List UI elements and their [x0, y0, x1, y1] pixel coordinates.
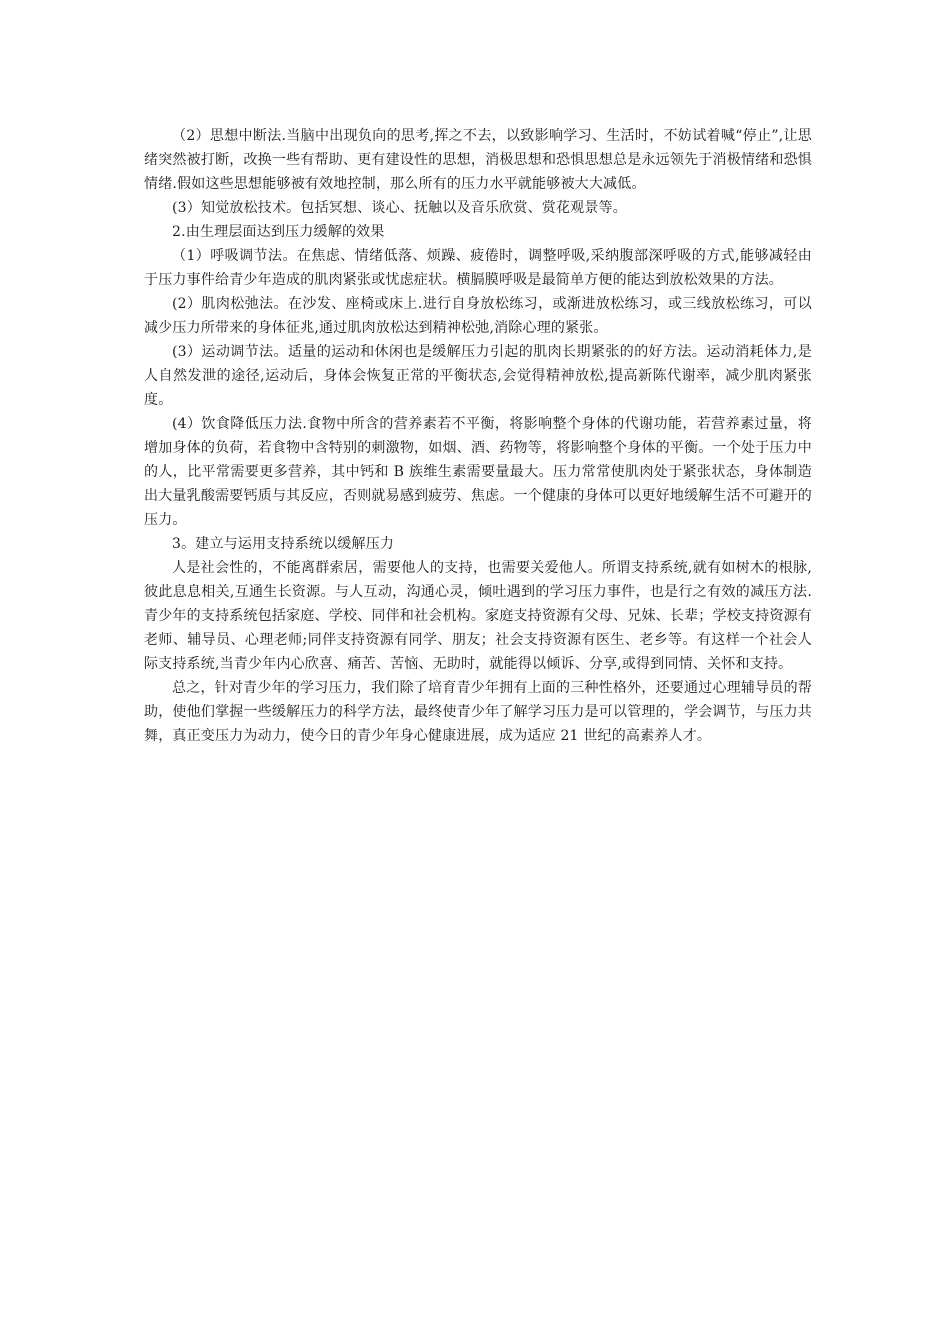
paragraph-thought-stopping: （2）思想中断法.当脑中出现负向的思考,挥之不去，以致影响学习、生活时，不妨试着喊“停止”,让思绪突然被打断，改换一些有帮助、更有建设性的思想，消极思想和恐惧思想总是永远领先于消极情绪和恐惧情绪.假如这些思想能够被有效地控制，那么所有的压力水平就能够被大大减低。	[144, 128, 812, 192]
paragraph-muscle-relaxation: (2）肌肉松弛法。在沙发、座椅或床上.进行自身放松练习，或渐进放松练习，或三线放松练习，可以减少压力所带来的身体征兆,通过肌肉放松达到精神松弛,消除心理的紧张。	[144, 296, 812, 336]
paragraph-conclusion: 总之，针对青少年的学习压力，我们除了培育青少年拥有上面的三种性格外，还要通过心理辅导员的帮助，使他们掌握一些缓解压力的科学方法，最终使青少年了解学习压力是可以管理的，学会调节，与压力共舞，真正变压力为动力，使今日的青少年身心健康进展，成为适应 21 世纪的高素养人才。	[144, 680, 812, 744]
paragraph-breathing: （1）呼吸调节法。在焦虑、情绪低落、烦躁、疲倦时，调整呼吸,采纳腹部深呼吸的方式,能够减轻由于压力事件给青少年造成的肌肉紧张或忧虑症状。横膈膜呼吸是最简单方便的能达到放松效果的方法。	[144, 248, 812, 288]
paragraph-exercise: (3）运动调节法。适量的运动和休闲也是缓解压力引起的肌肉长期紧张的的好方法。运动消耗体力,是人自然发泄的途径,运动后，身体会恢复正常的平衡状态,会觉得精神放松,提高新陈代谢率，减少肌肉紧张度。	[144, 344, 812, 408]
paragraph-support-system: 人是社会性的，不能离群索居，需要他人的支持，也需要关爱他人。所谓支持系统,就有如树木的根脉,彼此息息相关,互通生长资源。与人互动，沟通心灵，倾吐遇到的学习压力事件，也是行之有效的减压方法.青少年的支持系统包括家庭、学校、同伴和社会机构。家庭支持资源有父母、兄妹、长辈；学校支持资源有老师、辅导员、心理老师;同伴支持资源有同学、朋友；社会支持资源有医生、老乡等。有这样一个社会人际支持系统,当青少年内心欣喜、痛苦、苦恼、无助时，就能得以倾诉、分享,或得到同情、关怀和支持。	[144, 560, 812, 672]
paragraph-diet: (4）饮食降低压力法.食物中所含的营养素若不平衡，将影响整个身体的代谢功能，若营养素过量，将增加身体的负荷，若食物中含特别的刺激物，如烟、酒、药物等，将影响整个身体的平衡。一个处于压力中的人，比平常需要更多营养，其中钙和 B 族维生素需要量最大。压力常常使肌肉处于紧张状态，身体制造出大量乳酸需要钙质与其反应，否则就易感到疲劳、焦虑。一个健康的身体可以更好地缓解生活不可避开的压力。	[144, 416, 812, 528]
section-heading-support-system: 3。建立与运用支持系统以缓解压力	[172, 536, 395, 552]
paragraph-perceptual-relaxation: (3）知觉放松技术。包括冥想、谈心、抚触以及音乐欣赏、赏花观景等。	[172, 200, 627, 216]
document-body	[144, 124, 812, 748]
section-heading-physiological: 2.由生理层面达到压力缓解的效果	[172, 224, 385, 240]
